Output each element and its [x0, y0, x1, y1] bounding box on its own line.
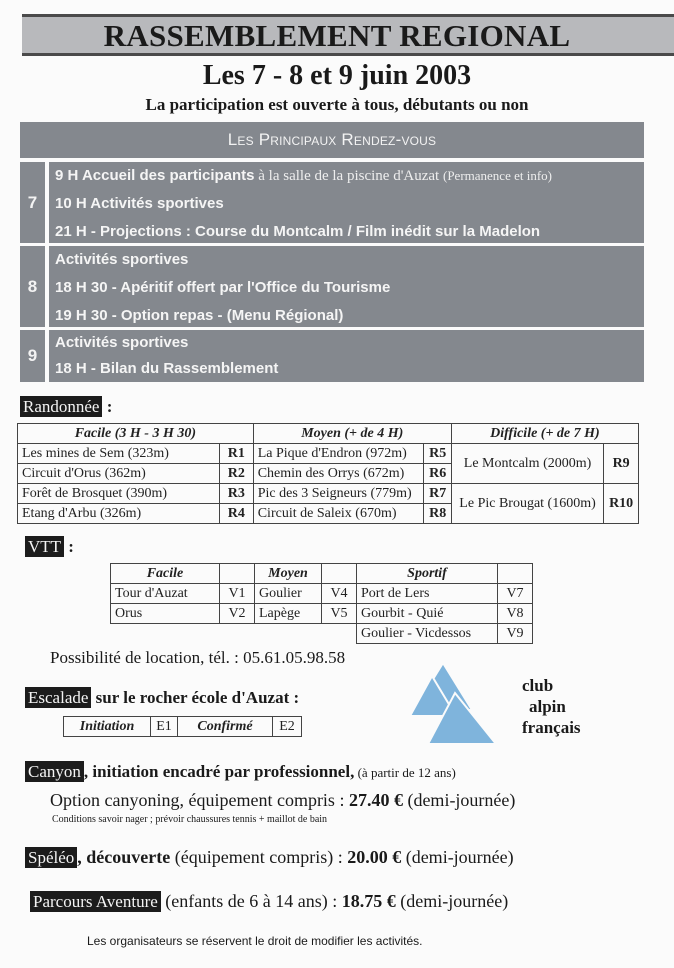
schedule-line: Activités sportives [55, 251, 189, 268]
comma: , [77, 847, 82, 867]
route-name: Chemin des Orrys (672m) [253, 464, 424, 484]
level-name: Confirmé [178, 717, 273, 737]
randonnee-table [17, 423, 639, 524]
day-block-9 [20, 330, 644, 382]
table-row [18, 444, 639, 464]
canyon-heading [25, 761, 456, 782]
route-code: R7 [424, 484, 451, 504]
day-number: 8 [20, 246, 45, 327]
route-name: Etang d'Arbu (326m) [18, 504, 220, 524]
route-name: Lapège [255, 604, 322, 624]
route-name: Forêt de Brosquet (390m) [18, 484, 220, 504]
schedule-line [49, 162, 644, 190]
logo-line: français [522, 718, 581, 737]
column-header-empty [322, 564, 357, 584]
table-header-row [18, 424, 639, 444]
table-row [64, 717, 302, 737]
canyon-age: (à partir de 12 ans) [354, 765, 456, 780]
route-code: R2 [219, 464, 253, 484]
column-header-empty [498, 564, 533, 584]
randonnee-label: Randonnée [20, 396, 102, 417]
route-code: V2 [220, 604, 255, 624]
route-code: V7 [498, 584, 533, 604]
schedule-line: 18 H 30 - Apéritif offert par l'Office du Tourisme [55, 279, 391, 296]
route-code: V8 [498, 604, 533, 624]
club-alpin-logo [410, 660, 500, 746]
rendezvous-header [20, 122, 644, 158]
column-header: Facile [111, 564, 220, 584]
schedule-line: 10 H Activités sportives [55, 195, 224, 212]
level-code: E1 [151, 717, 178, 737]
speleo-line [25, 847, 514, 868]
level-name: Initiation [64, 717, 151, 737]
route-name: Port de Lers [357, 584, 498, 604]
escalade-text: sur le rocher école d'Auzat : [91, 688, 300, 707]
route-name: Le Montcalm (2000m) [451, 444, 603, 484]
table-row [111, 584, 533, 604]
escalade-label: Escalade [25, 687, 91, 708]
route-code: R10 [604, 484, 639, 524]
table-row [111, 624, 533, 644]
column-header: Moyen (+ de 4 H) [253, 424, 451, 444]
schedule-line: 21 H - Projections : Course du Montcalm / Film inédit sur la Madelon [55, 223, 541, 240]
day-number: 7 [20, 162, 45, 243]
event-dates: Les 7 - 8 et 9 juin 2003 [202, 60, 472, 91]
schedule-line: Activités sportives [55, 334, 189, 351]
route-name: Orus [111, 604, 220, 624]
column-header: Sportif [357, 564, 498, 584]
route-name: La Pique d'Endron (972m) [253, 444, 424, 464]
canyon-option [50, 790, 515, 811]
route-code: V5 [322, 604, 357, 624]
route-code: R6 [424, 464, 451, 484]
route-code: R9 [604, 444, 639, 484]
empty-cell [111, 624, 357, 644]
route-code: R8 [424, 504, 451, 524]
page-title: RASSEMBLEMENT REGIONAL [103, 18, 571, 53]
heading-colon: : [102, 397, 113, 416]
route-name: Les mines de Sem (323m) [18, 444, 220, 464]
duration: (demi-journée) [401, 847, 514, 867]
club-name [522, 675, 581, 738]
route-name: Circuit d'Orus (362m) [18, 464, 220, 484]
vtt-label: VTT [25, 536, 64, 557]
canyon-conditions: Conditions savoir nager ; prévoir chaussures tennis + maillot de bain [52, 814, 328, 825]
day-block-8 [20, 246, 644, 327]
schedule-time-text: 9 H Accueil des participants [55, 167, 255, 184]
table-row [18, 484, 639, 504]
route-name: Circuit de Saleix (670m) [253, 504, 424, 524]
route-code: R5 [424, 444, 451, 464]
route-code: V4 [322, 584, 357, 604]
day-block-7 [20, 162, 644, 243]
heading-colon: : [64, 537, 74, 556]
escalade-table [63, 716, 302, 737]
parcours-price: 18.75 € [341, 891, 396, 911]
schedule-line: 19 H 30 - Option repas - (Menu Régional) [55, 307, 344, 324]
schedule-line: 18 H - Bilan du Rassemblement [55, 360, 279, 377]
subtitle: La participation est ouverte à tous, débutants ou non [145, 95, 529, 114]
route-code: R3 [219, 484, 253, 504]
schedule-location: à la salle de la piscine d'Auzat [254, 168, 443, 184]
route-name: Tour d'Auzat [111, 584, 220, 604]
logo-line: club [522, 676, 554, 695]
route-code: R4 [219, 504, 253, 524]
randonnee-heading [20, 396, 112, 417]
route-code: V9 [498, 624, 533, 644]
mountain-triangles-icon [410, 660, 500, 746]
title-banner [22, 14, 674, 56]
speleo-bold: découverte [81, 847, 171, 867]
canyon-label: Canyon [25, 761, 84, 782]
vtt-heading [25, 536, 74, 557]
duration: (demi-journée) [395, 891, 509, 911]
column-header: Moyen [255, 564, 322, 584]
route-name: Pic des 3 Seigneurs (779m) [253, 484, 424, 504]
route-name: Goulier - Vicdessos [357, 624, 498, 644]
speleo-price: 20.00 € [347, 847, 402, 867]
escalade-heading [25, 687, 299, 708]
route-name: Le Pic Brougat (1600m) [451, 484, 603, 524]
day-schedule [49, 162, 644, 243]
day-number: 9 [20, 330, 45, 382]
route-name: Gourbit - Quié [357, 604, 498, 624]
route-code: R1 [219, 444, 253, 464]
route-code: V1 [220, 584, 255, 604]
day-schedule [49, 246, 644, 327]
table-row [111, 604, 533, 624]
schedule-note: (Permanence et info) [442, 168, 552, 183]
table-header-row [111, 564, 533, 584]
route-name: Goulier [255, 584, 322, 604]
column-header: Facile (3 H - 3 H 30) [18, 424, 254, 444]
column-header: Difficile (+ de 7 H) [451, 424, 638, 444]
footer-note: Les organisateurs se réservent le droit de modifier les activités. [87, 934, 423, 948]
comma: , [83, 762, 89, 781]
parcours-label: Parcours Aventure [30, 891, 161, 912]
canyon-price: 27.40 € [348, 790, 403, 810]
duration: (demi-journée) [402, 790, 516, 810]
option-text: Option canyoning, équipement compris : [50, 790, 349, 810]
rendezvous-title: Les Principaux Rendez-vous [227, 130, 437, 149]
level-code: E2 [273, 717, 302, 737]
speleo-label: Spéléo [25, 847, 77, 868]
parcours-text: (enfants de 6 à 14 ans) : [160, 891, 342, 911]
canyon-text: initiation encadré par professionnel, [88, 762, 355, 781]
column-header-empty [220, 564, 255, 584]
vtt-table [110, 563, 533, 644]
speleo-text: (équipement compris) : [170, 847, 348, 867]
parcours-line [30, 891, 508, 912]
day-schedule [49, 330, 644, 382]
location-note: Possibilité de location, tél. : 05.61.05.98.58 [50, 648, 346, 667]
logo-line: alpin [529, 697, 566, 716]
